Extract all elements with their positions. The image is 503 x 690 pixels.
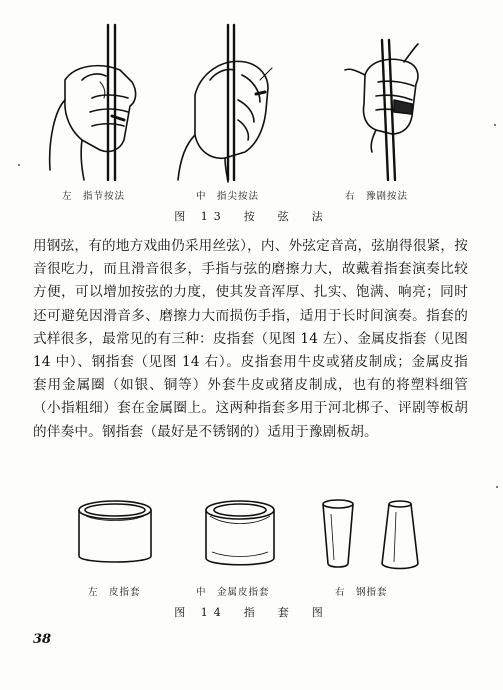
figure-13-title: 图 13 按 弦 法: [174, 210, 329, 223]
steel-finger-sleeve: [323, 500, 418, 569]
hand-fingertip-press-illustration: [178, 25, 272, 182]
hand-yuju-press-illustration: [345, 40, 418, 180]
leather-finger-sleeve: [79, 501, 151, 562]
figure-14-illustrations: [60, 492, 460, 580]
print-speck: [496, 486, 498, 488]
figure-13-subcaptions: [0, 188, 503, 204]
body-paragraph-block: [33, 235, 468, 444]
body-paragraph: 用钢弦，有的地方戏曲仍采用丝弦），内、外弦定音高，弦崩得很紧，按音很吃力，而且滑音很多，手指与弦的磨擦力大，故戴着指套演奏比较方便，可以增加按弦的力度，使其发音浑厚、扎实、饱满、响亮；同时还可避免因滑音多、磨擦力大而损伤手指，适用于长时间演奏。指套的式样很多，最常见的有三种：皮指套（见图 14 左）、金属皮指套（见图 14 中）、钢指套（见图 14 右）。皮指套用牛皮或猪皮制成；金属皮指套用金属圈（如银、铜等）外套牛皮或猪皮制成，也有的将塑料细管（小指粗细）套在金属圈上。这两种指套多用于河北梆子、评剧等板胡的伴奏中。钢指套（最好是不锈钢的）适用于豫剧板胡。: [33, 238, 468, 440]
caption-left: 左 指节按法: [62, 191, 126, 202]
hand-knuckle-press-illustration: [50, 25, 136, 180]
page-number: 38: [33, 632, 52, 647]
caption-middle: 中 指尖按法: [196, 191, 260, 202]
figure-14-title: 图 14 指 套 图: [174, 606, 329, 619]
print-speck: [494, 124, 496, 126]
metal-leather-finger-sleeve: [206, 501, 274, 565]
caption-right: 右 豫剧按法: [345, 191, 409, 202]
figure-14-subcaptions: [0, 584, 503, 600]
print-speck: [18, 164, 20, 166]
caption-right: 右 钢指套: [335, 587, 388, 598]
caption-left: 左 皮指套: [88, 587, 141, 598]
figure-13-illustrations: [20, 20, 490, 185]
caption-middle: 中 金属皮指套: [196, 587, 270, 598]
